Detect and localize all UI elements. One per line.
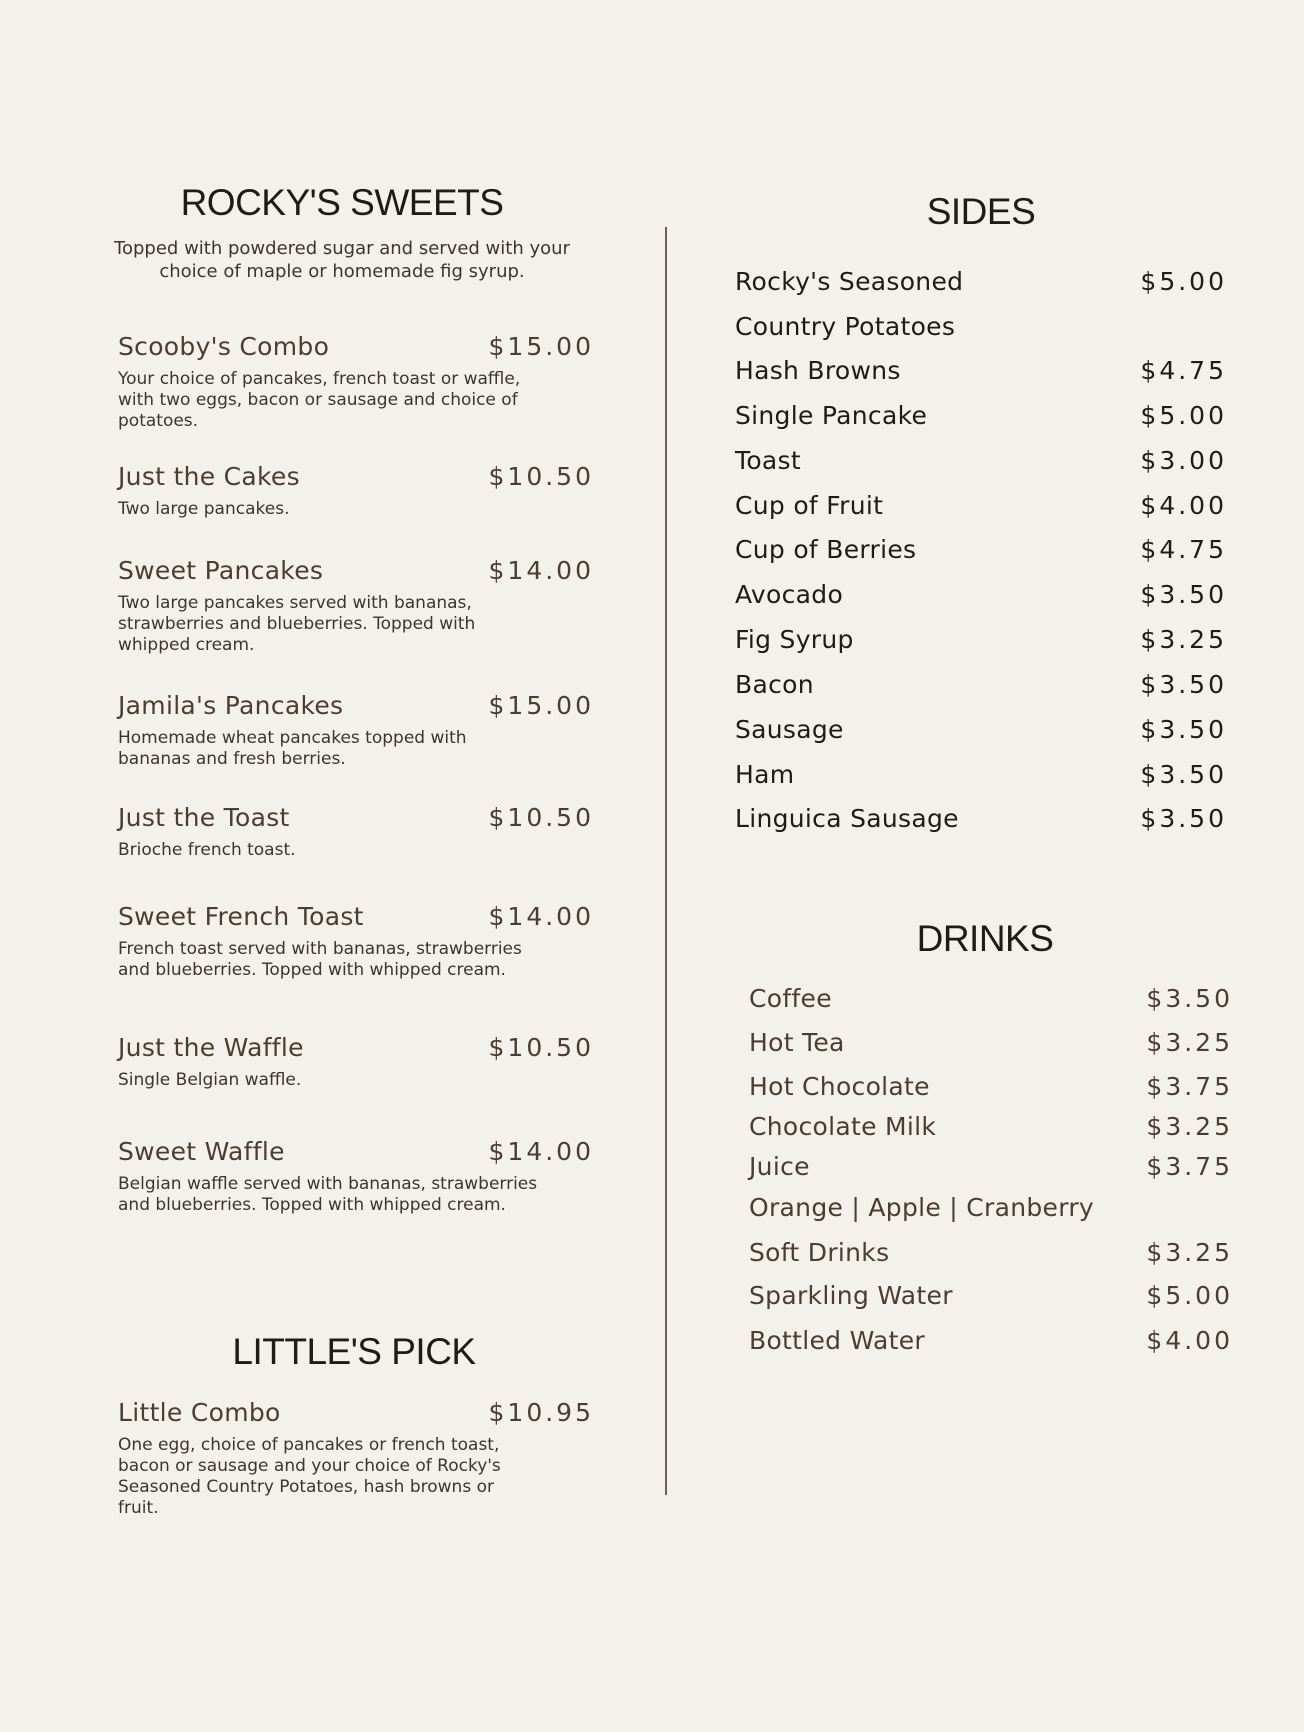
drink-item <box>749 1235 1233 1275</box>
drink-item-name: Coffee <box>749 984 832 1013</box>
menu-item <box>118 330 594 432</box>
item-description: Your choice of pancakes, french toast or waffle, with two eggs, bacon or sausage and choice of potatoes. <box>118 369 521 431</box>
item-price: $14.00 <box>488 1137 594 1166</box>
item-price: $14.00 <box>488 556 594 585</box>
side-item <box>735 532 1227 572</box>
drink-item <box>749 1190 1233 1230</box>
item-description: French toast served with bananas, strawberries and blueberries. Topped with whipped cream. <box>118 939 522 980</box>
side-item-name: Toast <box>735 446 801 475</box>
menu-item <box>118 1031 594 1091</box>
side-item-price: $3.50 <box>1140 715 1227 744</box>
side-item <box>735 712 1227 752</box>
side-item-name: Linguica Sausage <box>735 804 959 833</box>
side-item-price: $4.75 <box>1140 535 1227 564</box>
item-name: Just the Toast <box>118 803 290 832</box>
item-description: Brioche french toast. <box>118 840 296 860</box>
menu-item <box>118 689 594 770</box>
side-item-price: $5.00 <box>1140 401 1227 430</box>
item-price: $10.50 <box>488 803 594 832</box>
drink-item-price: $5.00 <box>1146 1281 1233 1310</box>
drink-item-name: Sparkling Water <box>749 1281 953 1310</box>
item-price: $15.00 <box>488 691 594 720</box>
side-item <box>735 398 1227 438</box>
side-item <box>735 353 1227 393</box>
item-description: Two large pancakes served with bananas, strawberries and blueberries. Topped with whipped cream. <box>118 593 476 655</box>
side-item <box>735 801 1227 841</box>
item-name: Scooby's Combo <box>118 332 330 361</box>
drink-item <box>749 981 1233 1021</box>
column-divider <box>665 227 667 1495</box>
side-item-price: $3.00 <box>1140 446 1227 475</box>
side-item <box>735 488 1227 528</box>
sweets-title: ROCKY'S SWEETS <box>180 182 504 223</box>
menu-item <box>118 1135 594 1216</box>
side-item-name: Country Potatoes <box>735 312 956 341</box>
littles-title: LITTLE'S PICK <box>232 1331 476 1372</box>
drink-item-price: $3.75 <box>1146 1072 1233 1101</box>
drink-item-price: $3.25 <box>1146 1238 1233 1267</box>
drink-item-name: Hot Tea <box>749 1028 845 1057</box>
side-item-price: $3.50 <box>1140 670 1227 699</box>
item-price: $10.50 <box>488 462 594 491</box>
drink-item-name: Hot Chocolate <box>749 1072 930 1101</box>
side-item <box>735 667 1227 707</box>
drink-item <box>749 1109 1233 1149</box>
drink-item-price: $3.75 <box>1146 1152 1233 1181</box>
drink-item-name: Bottled Water <box>749 1326 925 1355</box>
item-name: Sweet Pancakes <box>118 556 324 585</box>
side-item-price: $4.00 <box>1140 491 1227 520</box>
item-name: Sweet Waffle <box>118 1137 285 1166</box>
side-item <box>735 577 1227 617</box>
side-item-price: $3.50 <box>1140 580 1227 609</box>
drink-item-price: $3.25 <box>1146 1112 1233 1141</box>
drinks-title: DRINKS <box>916 918 1054 959</box>
menu-item <box>118 1396 594 1519</box>
item-name: Just the Waffle <box>118 1033 304 1062</box>
item-price: $10.95 <box>488 1398 594 1427</box>
side-item <box>735 443 1227 483</box>
item-price: $10.50 <box>488 1033 594 1062</box>
item-description: Homemade wheat pancakes topped with bananas and fresh berries. <box>118 728 467 769</box>
menu-item <box>118 900 594 981</box>
drink-item <box>749 1149 1233 1189</box>
sides-title: SIDES <box>926 191 1036 232</box>
side-item-name: Avocado <box>735 580 844 609</box>
drink-item <box>749 1323 1233 1363</box>
drink-item-name: Orange | Apple | Cranberry <box>749 1193 1095 1222</box>
item-name: Little Combo <box>118 1398 281 1427</box>
item-description: Belgian waffle served with bananas, strawberries and blueberries. Topped with whipped cream. <box>118 1174 538 1215</box>
drink-item-name: Chocolate Milk <box>749 1112 937 1141</box>
drink-item-name: Soft Drinks <box>749 1238 890 1267</box>
side-item-name: Rocky's Seasoned <box>735 267 964 296</box>
side-item-price: $5.00 <box>1140 267 1227 296</box>
menu-item <box>118 801 594 861</box>
item-name: Just the Cakes <box>118 462 300 491</box>
side-item-name: Cup of Berries <box>735 535 917 564</box>
side-item-name: Single Pancake <box>735 401 928 430</box>
side-item-price: $4.75 <box>1140 356 1227 385</box>
side-item <box>735 622 1227 662</box>
drink-item-price: $3.50 <box>1146 984 1233 1013</box>
item-price: $14.00 <box>488 902 594 931</box>
side-item-price: $3.50 <box>1140 760 1227 789</box>
drink-item-price: $3.25 <box>1146 1028 1233 1057</box>
side-item-price: $3.50 <box>1140 804 1227 833</box>
side-item-name: Ham <box>735 760 795 789</box>
item-price: $15.00 <box>488 332 594 361</box>
menu-item <box>118 460 594 520</box>
side-item-name: Sausage <box>735 715 844 744</box>
side-item <box>735 309 1227 349</box>
side-item <box>735 757 1227 797</box>
side-item-name: Hash Browns <box>735 356 901 385</box>
side-item-price: $3.25 <box>1140 625 1227 654</box>
sweets-intro: Topped with powdered sugar and served with your choice of maple or homemade fig syrup. <box>114 238 570 282</box>
side-item-name: Fig Syrup <box>735 625 854 654</box>
item-description: Single Belgian waffle. <box>118 1070 302 1090</box>
drink-item <box>749 1025 1233 1065</box>
drink-item-price: $4.00 <box>1146 1326 1233 1355</box>
side-item <box>735 264 1227 304</box>
item-name: Sweet French Toast <box>118 902 364 931</box>
item-name: Jamila's Pancakes <box>118 691 344 720</box>
drink-item-name: Juice <box>749 1152 810 1181</box>
menu-item <box>118 554 594 656</box>
item-description: One egg, choice of pancakes or french toast, bacon or sausage and your choice of Rocky's Seasoned Country Potatoes, hash browns or fruit. <box>118 1435 501 1518</box>
drink-item <box>749 1069 1233 1109</box>
side-item-name: Bacon <box>735 670 814 699</box>
item-description: Two large pancakes. <box>118 499 290 519</box>
side-item-name: Cup of Fruit <box>735 491 884 520</box>
drink-item <box>749 1278 1233 1318</box>
